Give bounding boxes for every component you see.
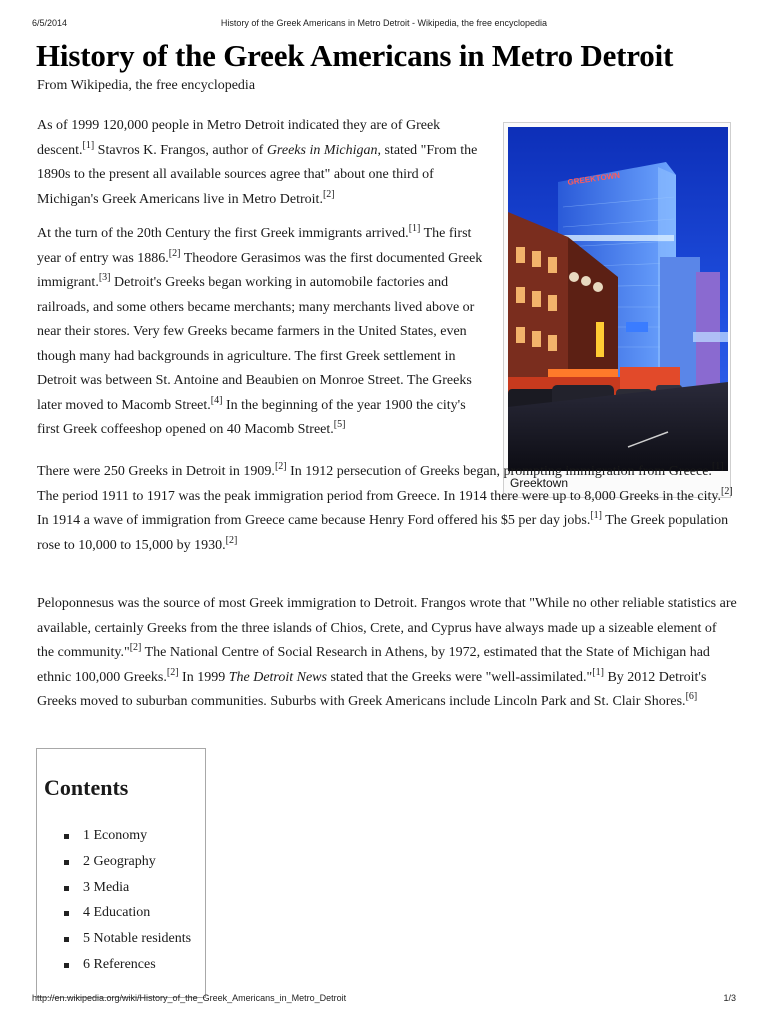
citation-link[interactable]: [6]: [685, 691, 698, 702]
citation-link[interactable]: [1]: [711, 461, 724, 472]
citation-link[interactable]: [2]: [274, 461, 287, 472]
citation-link[interactable]: [1]: [592, 666, 604, 678]
bullet-icon: [64, 834, 69, 839]
paragraph: As of 1999 120,000 people in Metro Detroit indicated they are of Greek descent.[1] Stavros K. Frangos, author of Greeks in Michigan, stated "From the 1890s to the present all available sources agree that" about one third of Michigan's Greek Americans live in Metro Detroit.[2]: [37, 118, 478, 207]
paragraph: Peloponnesus was the source of most Greek immigration to Detroit. Frangos wrote that "While no other reliable statistics are available, certainly Greeks from the three islands of Chios, Crete, and Cyprus have always made up a sizeable element of the community."[2] The National Centre of Social Research in Athens, by 1972, estimated that the State of Michigan had ethnic 100,000 Greeks.[2] In 1999 The Detroit News stated that the Greeks were "well-assimilated."[1] By 2012 Detroit's Greeks moved to suburban communities. Suburbs with Greek Americans include Lincoln Park and St. Clair Shores.[6]: [37, 596, 737, 709]
bullet-icon: [64, 886, 69, 891]
infobox: [503, 122, 731, 498]
citation-link[interactable]: [3]: [98, 272, 111, 283]
citation-link[interactable]: [2]: [225, 534, 238, 546]
svg-text:GREEKTOWN: GREEKTOWN: [567, 170, 621, 187]
paragraph: There were 250 Greeks in Detroit in 1909.[2] In 1912 persecution of Greeks began, prompting immigration from Greece.[1] The period 1911 to 1917 was the peak immigration period from Greece. In 1914 there were up to 8,000 Greeks in the city.[2] In 1914 a wave of immigration from Greece came because Henry Ford offered his $5 per day jobs.[1] The Greek population rose to 10,000 to 15,000 by 1930.[2]: [37, 461, 733, 553]
citation-link[interactable]: [2]: [129, 642, 142, 653]
bullet-icon: [64, 963, 69, 968]
citation-link[interactable]: [2]: [168, 247, 181, 259]
article-title: History of the Greek Americans in Metro Detroit: [36, 38, 674, 73]
toc-list: [64, 827, 191, 982]
citation-link[interactable]: [1]: [82, 139, 95, 151]
citation-link[interactable]: [1]: [590, 510, 602, 521]
print-footer: [32, 993, 736, 1007]
print-header: [32, 18, 736, 32]
table-of-contents: [36, 748, 206, 998]
toc-item[interactable]: 4 Education: [64, 904, 191, 930]
citation-link[interactable]: [2]: [720, 485, 733, 497]
print-date: 6/5/2014: [32, 18, 68, 28]
italic-title: The Detroit News: [228, 669, 327, 685]
greektown-photo: [508, 127, 728, 471]
print-page-title: History of the Greek Americans in Metro Detroit - Wikipedia, the free encyclopedia: [220, 18, 548, 28]
toc-item[interactable]: 5 Notable residents: [64, 930, 191, 956]
italic-title: Greeks in Michigan: [266, 142, 378, 158]
toc-title: Contents: [44, 775, 129, 800]
article-tagline: From Wikipedia, the free encyclopedia: [37, 78, 256, 93]
paragraph: At the turn of the 20th Century the first Greek immigrants arrived.[1] The first year of entry was 1886.[2] Theodore Gerasimos was the first documented Greek immigrant.[3] Detroit's Greeks began working in automobile factories and railroads, and some others became merchants; many merchants lived above or near their stores. Very few Greeks became farmers in the United States, even though many had backgrounds in agriculture. The first Greek settlement in Detroit was between St. Antoine and Beaubien on Monroe Street. The Greeks later moved to Macomb Street.[4] In the beginning of the year 1900 the city's first Greek coffeeshop opened on 40 Macomb Street.[5]: [37, 223, 483, 437]
infobox-caption: Greektown: [510, 476, 569, 490]
bullet-icon: [64, 911, 69, 916]
toc-item[interactable]: 3 Media: [64, 879, 191, 905]
toc-item[interactable]: 6 References: [64, 956, 191, 982]
bullet-icon: [64, 860, 69, 865]
toc-item[interactable]: 1 Economy: [64, 827, 191, 853]
bullet-icon: [64, 937, 69, 942]
citation-link[interactable]: [2]: [166, 666, 179, 678]
citation-link[interactable]: [5]: [333, 419, 346, 430]
citation-link[interactable]: [4]: [210, 394, 223, 406]
toc-item[interactable]: 2 Geography: [64, 853, 191, 879]
print-page-number: 1/3: [723, 993, 736, 1003]
citation-link[interactable]: [1]: [408, 223, 421, 234]
print-url: http://en.wikipedia.org/wiki/History_of_the_Greek_Americans_in_Metro_Detroit: [32, 993, 347, 1003]
citation-link[interactable]: [2]: [322, 188, 335, 200]
